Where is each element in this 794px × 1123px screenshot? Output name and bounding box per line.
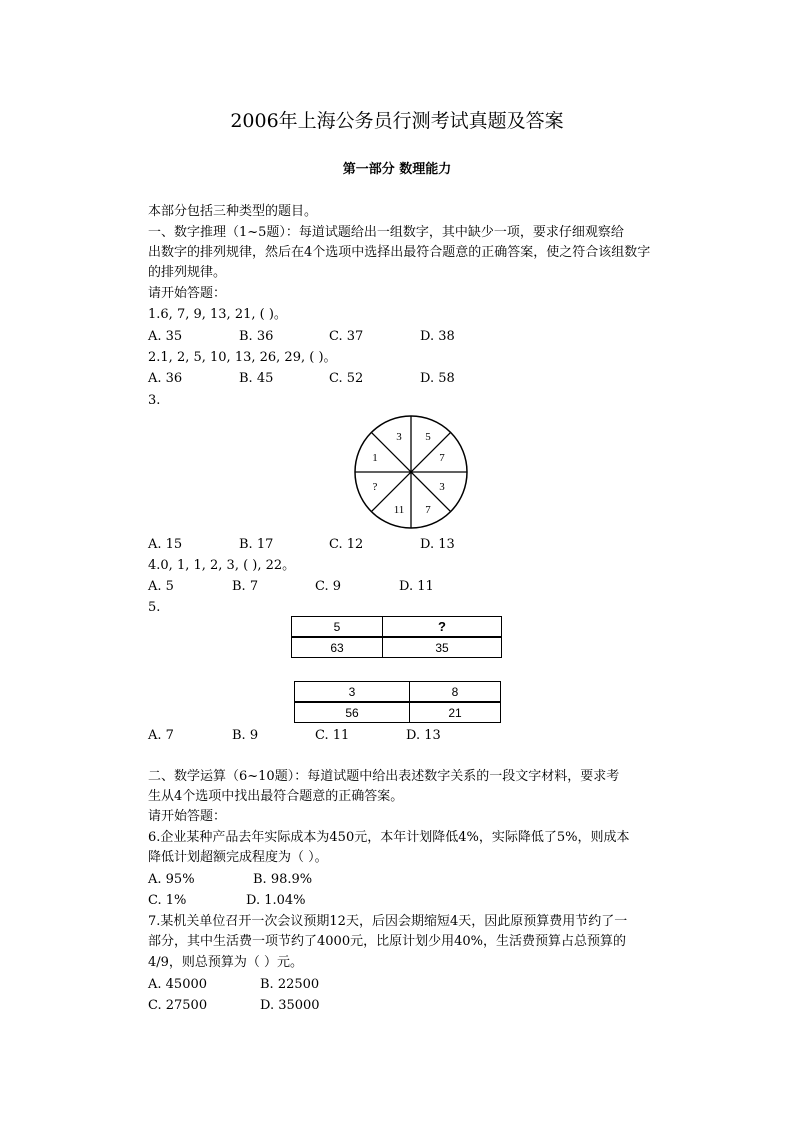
- option: A. 35: [148, 329, 183, 344]
- start-prompt: 请开始答题：: [148, 286, 227, 301]
- option: A. 15: [148, 537, 183, 552]
- wheel-number: ?: [372, 481, 378, 493]
- part1-desc-line: 一、数字推理（1~5题）：每道试题给出一组数字，其中缺少一项，要求仔细观察给: [148, 225, 624, 240]
- option: B. 9: [232, 728, 259, 743]
- q1-options: [148, 328, 548, 346]
- q4-options: [148, 578, 548, 596]
- option: A. 45000: [148, 977, 208, 992]
- option: D. 1.04%: [246, 893, 306, 908]
- option: A. 36: [148, 371, 183, 386]
- q1-stem: 1.6, 7, 9, 13, 21, ( )。: [148, 307, 287, 322]
- q3-stem: 3.: [148, 393, 161, 408]
- option: C. 27500: [148, 998, 208, 1013]
- option: C. 9: [315, 579, 342, 594]
- option: C. 37: [329, 329, 364, 344]
- wheel-number: 11: [393, 504, 405, 516]
- wheel-number: 7: [425, 504, 431, 516]
- document-title: 2006年上海公务员行测考试真题及答案: [230, 110, 564, 132]
- option: D. 11: [399, 579, 434, 594]
- q2-stem: 2.1, 2, 5, 10, 13, 26, 29, ( )。: [148, 350, 337, 365]
- q6-line: 6.企业某种产品去年实际成本为450元，本年计划降低4%，实际降低了5%，则成本: [148, 830, 630, 845]
- number-table-2: [294, 681, 501, 723]
- q6-options-row2: [148, 892, 448, 910]
- part1-desc-line: 出数字的排列规律，然后在4个选项中选择出最符合题意的正确答案，使之符合该组数字: [148, 245, 651, 260]
- option: D. 13: [420, 537, 455, 552]
- wheel-number: 3: [439, 481, 445, 493]
- part1-desc-line: 的排列规律。: [148, 265, 227, 280]
- option: D. 13: [406, 728, 441, 743]
- q5-options: [148, 727, 548, 745]
- wheel-number: 1: [372, 452, 378, 464]
- wheel-number: 7: [439, 452, 445, 464]
- table-cell: 35: [383, 637, 502, 658]
- option: B. 7: [232, 579, 259, 594]
- table-cell: 5: [292, 617, 383, 638]
- option: B. 45: [239, 371, 274, 386]
- q4-stem: 4.0, 1, 1, 2, 3, ( ), 22。: [148, 558, 296, 573]
- q2-options: [148, 370, 548, 388]
- option: A. 95%: [148, 872, 195, 887]
- option: D. 58: [420, 371, 455, 386]
- q6-line: 降低计划超额完成程度为（ ）。: [148, 850, 328, 865]
- section-heading: 第一部分 数理能力: [342, 162, 452, 177]
- number-wheel-figure: [353, 414, 469, 530]
- wheel-number: 5: [425, 431, 431, 443]
- q3-options: [148, 536, 548, 554]
- option: B. 17: [239, 537, 274, 552]
- q6-options-row1: [148, 871, 448, 889]
- option: C. 12: [329, 537, 364, 552]
- option: D. 35000: [260, 998, 320, 1013]
- option: A. 5: [148, 579, 174, 594]
- option: C. 11: [315, 728, 350, 743]
- option: C. 1%: [148, 893, 187, 908]
- number-table-1: [291, 616, 502, 658]
- option: B. 36: [239, 329, 274, 344]
- option: B. 22500: [260, 977, 320, 992]
- q7-line: 4/9，则总预算为（ ）元。: [148, 955, 304, 970]
- option: A. 7: [148, 728, 174, 743]
- start-prompt: 请开始答题：: [148, 809, 227, 824]
- option: B. 98.9%: [253, 872, 313, 887]
- table-cell: 8: [410, 682, 501, 703]
- wheel-number: 3: [396, 431, 402, 443]
- q7-line: 部分，其中生活费一项节约了4000元，比原计划少用40%，生活费预算占总预算的: [148, 934, 626, 949]
- table-cell: 63: [292, 637, 383, 658]
- q5-stem: 5.: [148, 600, 161, 615]
- option: C. 52: [329, 371, 364, 386]
- q7-line: 7.某机关单位召开一次会议预期12天，后因会期缩短4天，因此原预算费用节约了一: [148, 914, 628, 929]
- intro-text: 本部分包括三种类型的题目。: [148, 204, 318, 219]
- table-cell: 56: [295, 702, 410, 723]
- table-cell: ?: [383, 617, 502, 638]
- part2-desc-line: 二、数学运算（6~10题）：每道试题中给出表述数字关系的一段文字材料，要求考: [148, 769, 620, 784]
- option: D. 38: [420, 329, 455, 344]
- part2-desc-line: 生从4个选项中找出最符合题意的正确答案。: [148, 789, 404, 804]
- q7-options-row1: [148, 976, 448, 994]
- q7-options-row2: [148, 997, 448, 1015]
- table-cell: 21: [410, 702, 501, 723]
- table-cell: 3: [295, 682, 410, 703]
